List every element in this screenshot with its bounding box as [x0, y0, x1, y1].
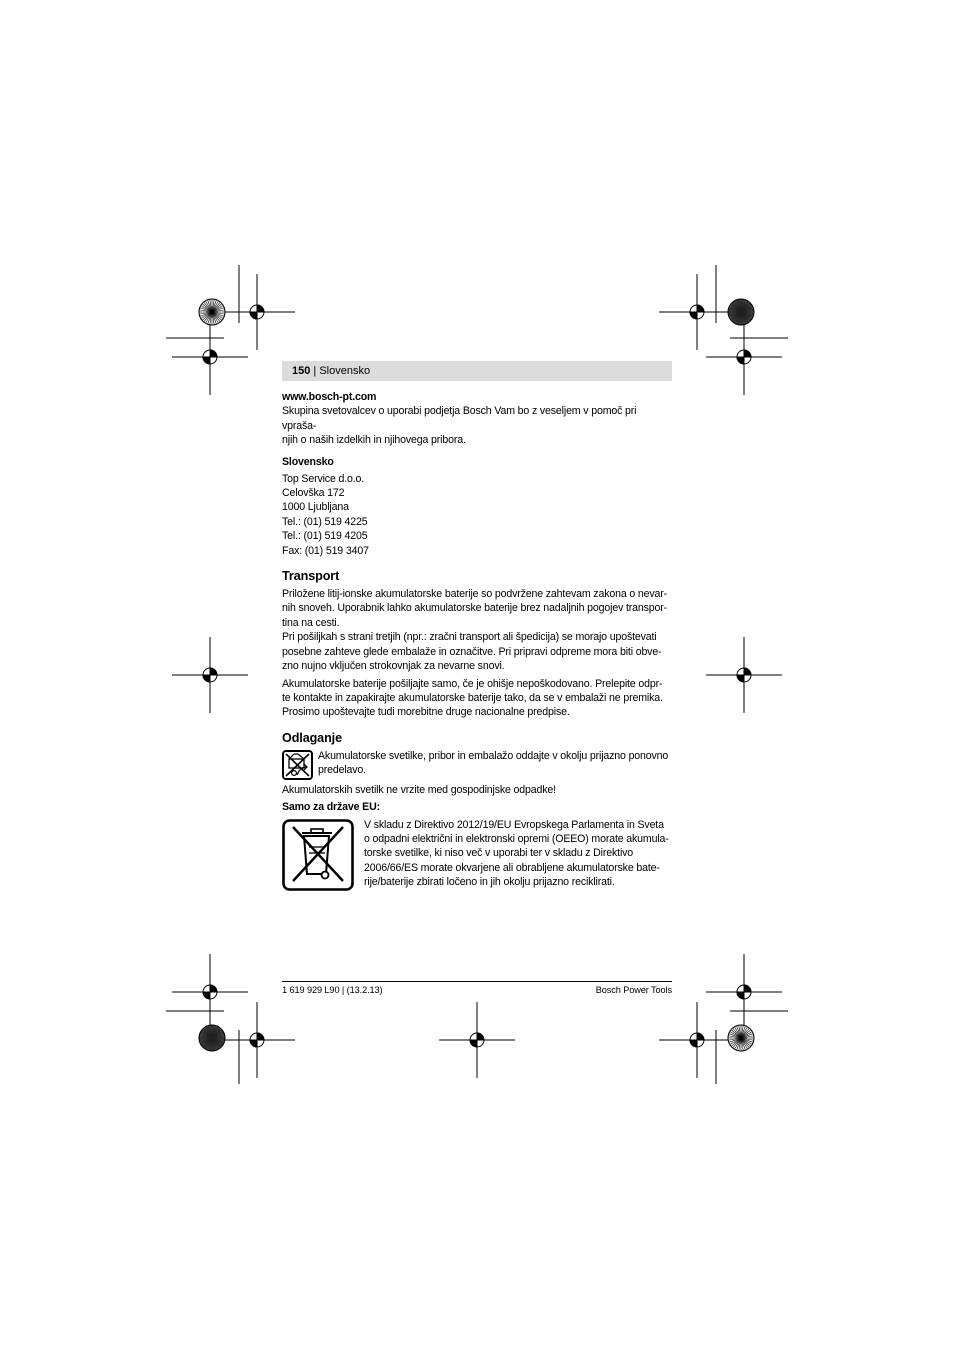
crossed-out-wheelie-bin-icon	[282, 819, 354, 891]
color-target-mark	[728, 1025, 754, 1051]
registration-cross-mark	[439, 1002, 515, 1078]
transport-line: Akumulatorske baterije pošiljajte samo, če je ohišje nepoškodovano. Prelepite odpr-	[282, 677, 663, 690]
registration-cross-mark	[172, 319, 248, 395]
weee-line: torske svetilke, ki niso več v uporabi ter v skladu z Direktivo	[364, 847, 634, 860]
registration-cross-mark	[172, 637, 248, 713]
recycling-packaging-icon	[282, 750, 313, 780]
footer-brand: Bosch Power Tools	[595, 985, 672, 995]
registration-cross-mark	[219, 274, 295, 350]
transport-line: zno nujno vključen strokovnjak za nevarne snovi.	[282, 660, 505, 673]
contact-intro-line: Skupina svetovalcev o uporabi podjetja Bosch Vam bo z veseljem v pomoč pri vpraša-	[282, 405, 637, 432]
transport-line: nih snoveh. Uporabnik lahko akumulatorske baterije brez nadaljnih pogojev transpor-	[282, 602, 668, 615]
transport-line: Pri pošiljkah s strani tretjih (npr.: zračni transport ali špedicija) se morajo upoštevati	[282, 631, 657, 644]
recycling-line: Akumulatorske svetilke, pribor in embalažo oddajte v okolju prijazno ponovno	[318, 749, 669, 762]
registration-cross-mark	[659, 274, 735, 350]
address-line: 1000 Ljubljana	[282, 501, 349, 514]
color-target-mark	[728, 299, 754, 325]
weee-line: o odpadni električni in elektronski opremi (OEEO) morate akumula-	[364, 832, 669, 845]
transport-paragraph	[282, 587, 672, 673]
recycling-text	[318, 749, 668, 778]
registration-cross-mark	[706, 319, 782, 395]
country-heading: Slovensko	[282, 455, 334, 468]
registration-cross-mark	[659, 1002, 735, 1078]
footer-rule	[282, 981, 672, 982]
registration-cross-mark	[706, 637, 782, 713]
recycling-line: predelavo.	[318, 764, 366, 777]
page-header	[282, 361, 672, 381]
recycling-notice	[282, 749, 672, 780]
disposal-heading: Odlaganje	[282, 730, 342, 745]
transport-line: Prosimo upoštevajte tudi morebitne druge nacionalne predpise.	[282, 706, 570, 719]
page-footer	[282, 984, 672, 996]
document-code: 1 619 929 L90 | (13.2.13)	[282, 985, 383, 995]
address-line: Tel.: (01) 519 4205	[282, 530, 368, 543]
weee-line: 2006/66/ES morate okvarjene ali obrabljene akumulatorske bate-	[364, 861, 660, 874]
header-separator: |	[310, 365, 320, 377]
weee-line: rije/baterije zbirati ločeno in jih okolju prijazno reciklirati.	[364, 876, 615, 889]
registration-cross-mark	[706, 954, 782, 1030]
transport-line: posebne zahteve glede embalaže in označitve. Pri pripravi odpreme mora biti obve-	[282, 645, 662, 658]
eu-heading: Samo za države EU:	[282, 801, 380, 814]
transport-line: Priložene litij-ionske akumulatorske baterije so podvržene zahtevam zakona o nevar-	[282, 588, 668, 601]
transport-line: tina na cesti.	[282, 616, 340, 629]
page-content	[282, 390, 672, 891]
page-number: 150	[292, 365, 311, 377]
registration-cross-mark	[172, 954, 248, 1030]
registration-cross-mark	[219, 1002, 295, 1078]
address-line: Celovška 172	[282, 487, 345, 500]
transport-paragraph-2	[282, 677, 672, 720]
transport-line: te kontakte in zapakirajte akumulatorske baterije tako, da se v embalaži ne premika.	[282, 691, 663, 704]
weee-text	[364, 818, 669, 890]
color-target-mark	[199, 299, 225, 325]
weee-notice	[282, 818, 672, 891]
contact-intro-line: njih o naših izdelkih in njihovega pribora.	[282, 434, 466, 447]
color-target-mark	[199, 1025, 225, 1051]
bosch-url-link[interactable]: www.bosch-pt.com	[282, 391, 377, 403]
transport-heading: Transport	[282, 569, 340, 584]
address-block	[282, 472, 672, 558]
address-line: Top Service d.o.o.	[282, 472, 365, 485]
address-line: Fax: (01) 519 3407	[282, 544, 369, 557]
household-waste-warning: Akumulatorskih svetilk ne vrzite med gospodinjske odpadke!	[282, 783, 556, 796]
weee-line: V skladu z Direktivo 2012/19/EU Evropskega Parlamenta in Sveta	[364, 818, 664, 831]
header-language: Slovensko	[319, 365, 371, 377]
address-line: Tel.: (01) 519 4225	[282, 515, 368, 528]
